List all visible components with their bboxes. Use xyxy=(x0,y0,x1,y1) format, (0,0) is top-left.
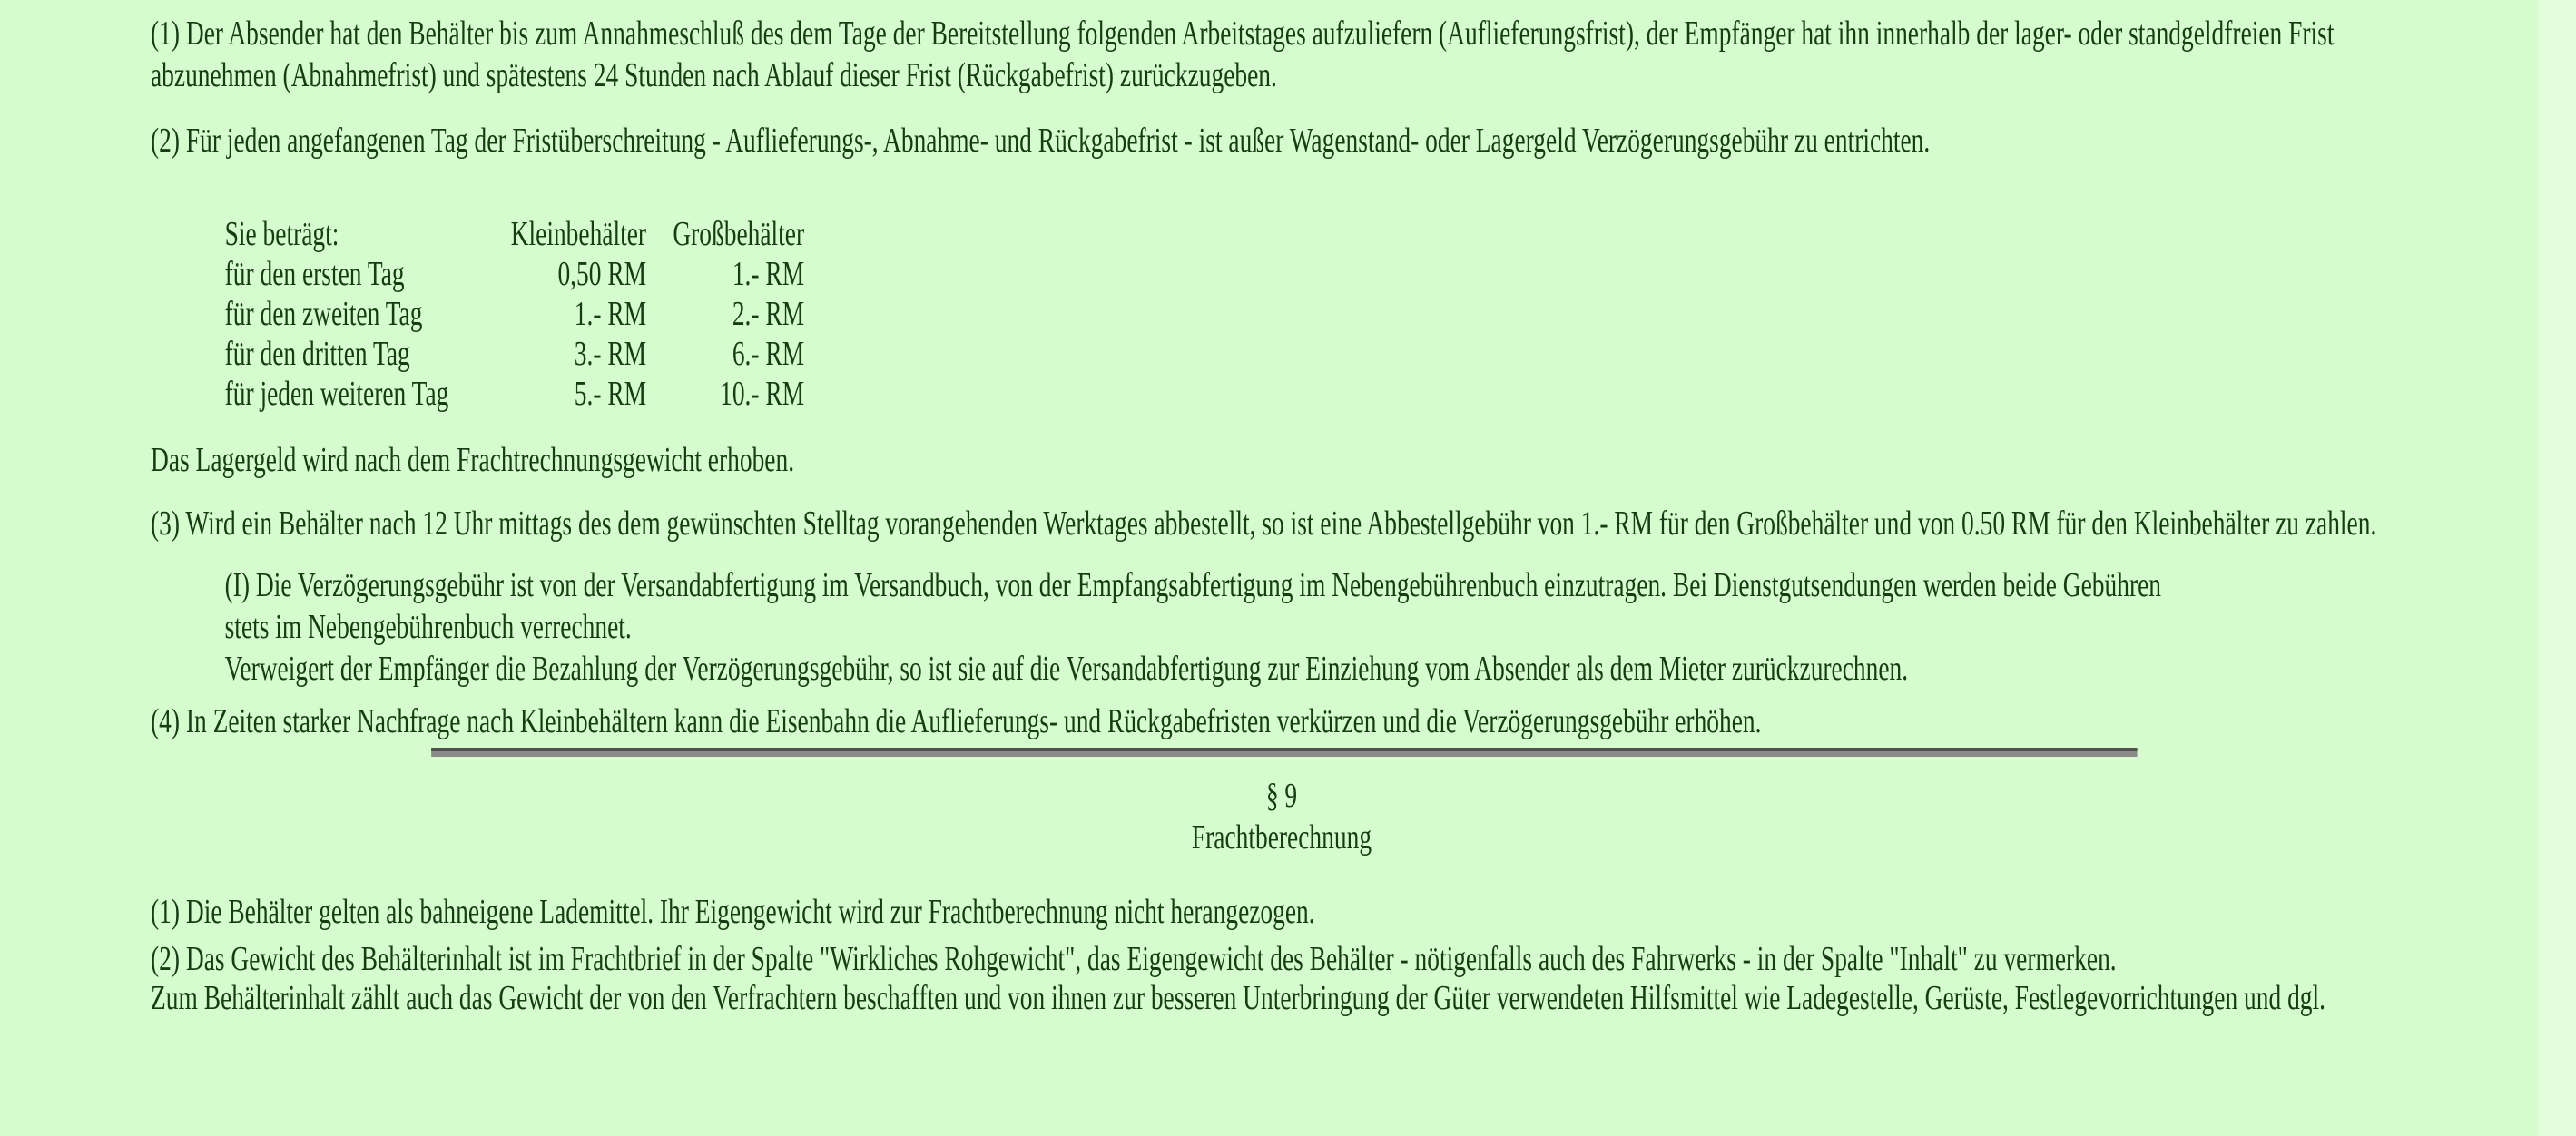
fee-table-caption: Sie beträgt: xyxy=(224,215,339,253)
fee-table-cell-kleinbehaelter: 1.- RM xyxy=(574,295,647,333)
fee-table-cell-grossbehaelter: 2.- RM xyxy=(732,295,805,333)
fee-table-cell-kleinbehaelter: 0,50 RM xyxy=(557,255,647,293)
fee-table xyxy=(225,214,2413,414)
section9-paragraph-1: (1) Die Behälter gelten als bahneigene Lademittel. Ihr Eigengewicht wird zur Frachtberechnung nicht herangezogen. xyxy=(151,893,1315,931)
fee-table-row-label: für den ersten Tag xyxy=(224,255,405,293)
fee-table-row xyxy=(225,374,2413,414)
instruction-note-line-2: Verweigert der Empfänger die Bezahlung der Verzögerungsgebühr, so ist sie auf die Versandabfertigung zur Einziehung vom Absender als dem Mieter zurückzurechnen. xyxy=(224,650,1909,688)
fee-table-row xyxy=(225,254,2413,294)
section9-paragraph-2-sentence-1: (2) Das Gewicht des Behälterinhalt ist im Frachtbrief in der Spalte "Wirkliches Rohgewicht", das Eigengewicht des Behälter - nötigenfalls auch des Fahrwerks - in der Spalte "Inhalt" zu vermerken. xyxy=(151,940,2117,978)
section-title: Frachtberechnung xyxy=(1191,818,1372,857)
section-divider-rule xyxy=(431,748,2137,757)
fee-table-cell-grossbehaelter: 1.- RM xyxy=(732,255,805,293)
fee-table-header-kleinbehaelter: Kleinbehälter xyxy=(510,215,647,253)
instruction-note-line-1: (I) Die Verzögerungsgebühr ist von der Versandabfertigung im Versandbuch, von der Empfangsabfertigung im Nebengebührenbuch einzutragen. Bei Dienstgutsendungen werden beide Gebühren stets im Nebengebührenbuch verrechnet. xyxy=(224,566,2162,646)
lagergeld-note: Das Lagergeld wird nach dem Frachtrechnungsgewicht erhoben. xyxy=(151,441,795,479)
section9-paragraph-2-sentence-2: Zum Behälterinhalt zählt auch das Gewicht der von den Verfrachtern beschafften und von ihnen zur besseren Unterbringung der Güter verwendeten Hilfsmittel wie Ladegestelle, Gerüste, Festlegevorrichtungen und dgl. xyxy=(151,979,2326,1017)
fee-table-cell-kleinbehaelter: 3.- RM xyxy=(574,335,647,373)
paragraph-3: (3) Wird ein Behälter nach 12 Uhr mittags des dem gewünschten Stelltag vorangehenden Werktages abbestellt, so ist eine Abbestellgebühr von 1.- RM für den Großbehälter und von 0.50 RM für den Kleinbehälter zu zahlen. xyxy=(151,504,2377,543)
fee-table-row-label: für jeden weiteren Tag xyxy=(224,375,449,413)
fee-table-header-grossbehaelter: Großbehälter xyxy=(673,215,805,253)
fee-table-row xyxy=(225,294,2413,334)
paragraph-1: (1) Der Absender hat den Behälter bis zum Annahmeschluß des dem Tage der Bereitstellung folgenden Arbeitstages aufzuliefern (Auflieferungsfrist), der Empfänger hat ihn innerhalb der lager- oder standgeldfreien Frist abzunehmen (Abnahmefrist) und spätestens 24 Stunden nach Ablauf dieser Frist (Rückgabefrist) zurückzugeben. xyxy=(151,15,2335,94)
section9-paragraph-2 xyxy=(151,940,2413,1018)
document-page xyxy=(151,13,2413,1018)
section-mark: § 9 xyxy=(1265,777,1298,815)
paragraph-2: (2) Für jeden angefangenen Tag der Fristüberschreitung - Auflieferungs-, Abnahme- und Rückgabefrist - ist außer Wagenstand- oder Lagergeld Verzögerungsgebühr zu entrichten. xyxy=(151,122,1931,160)
instruction-note xyxy=(225,564,2196,690)
fee-table-row xyxy=(225,334,2413,374)
fee-table-header-row xyxy=(225,214,2413,254)
fee-table-row-label: für den zweiten Tag xyxy=(224,295,423,333)
section-heading xyxy=(151,775,2413,858)
paragraph-4: (4) In Zeiten starker Nachfrage nach Kleinbehältern kann die Eisenbahn die Auflieferungs- und Rückgabefristen verkürzen und die Verzögerungsgebühr erhöhen. xyxy=(151,702,1762,740)
fee-table-row-label: für den dritten Tag xyxy=(224,335,410,373)
fee-table-cell-kleinbehaelter: 5.- RM xyxy=(574,375,647,413)
fee-table-cell-grossbehaelter: 6.- RM xyxy=(732,335,805,373)
scan-edge-artifact xyxy=(2538,0,2576,1136)
fee-table-cell-grossbehaelter: 10.- RM xyxy=(720,375,805,413)
